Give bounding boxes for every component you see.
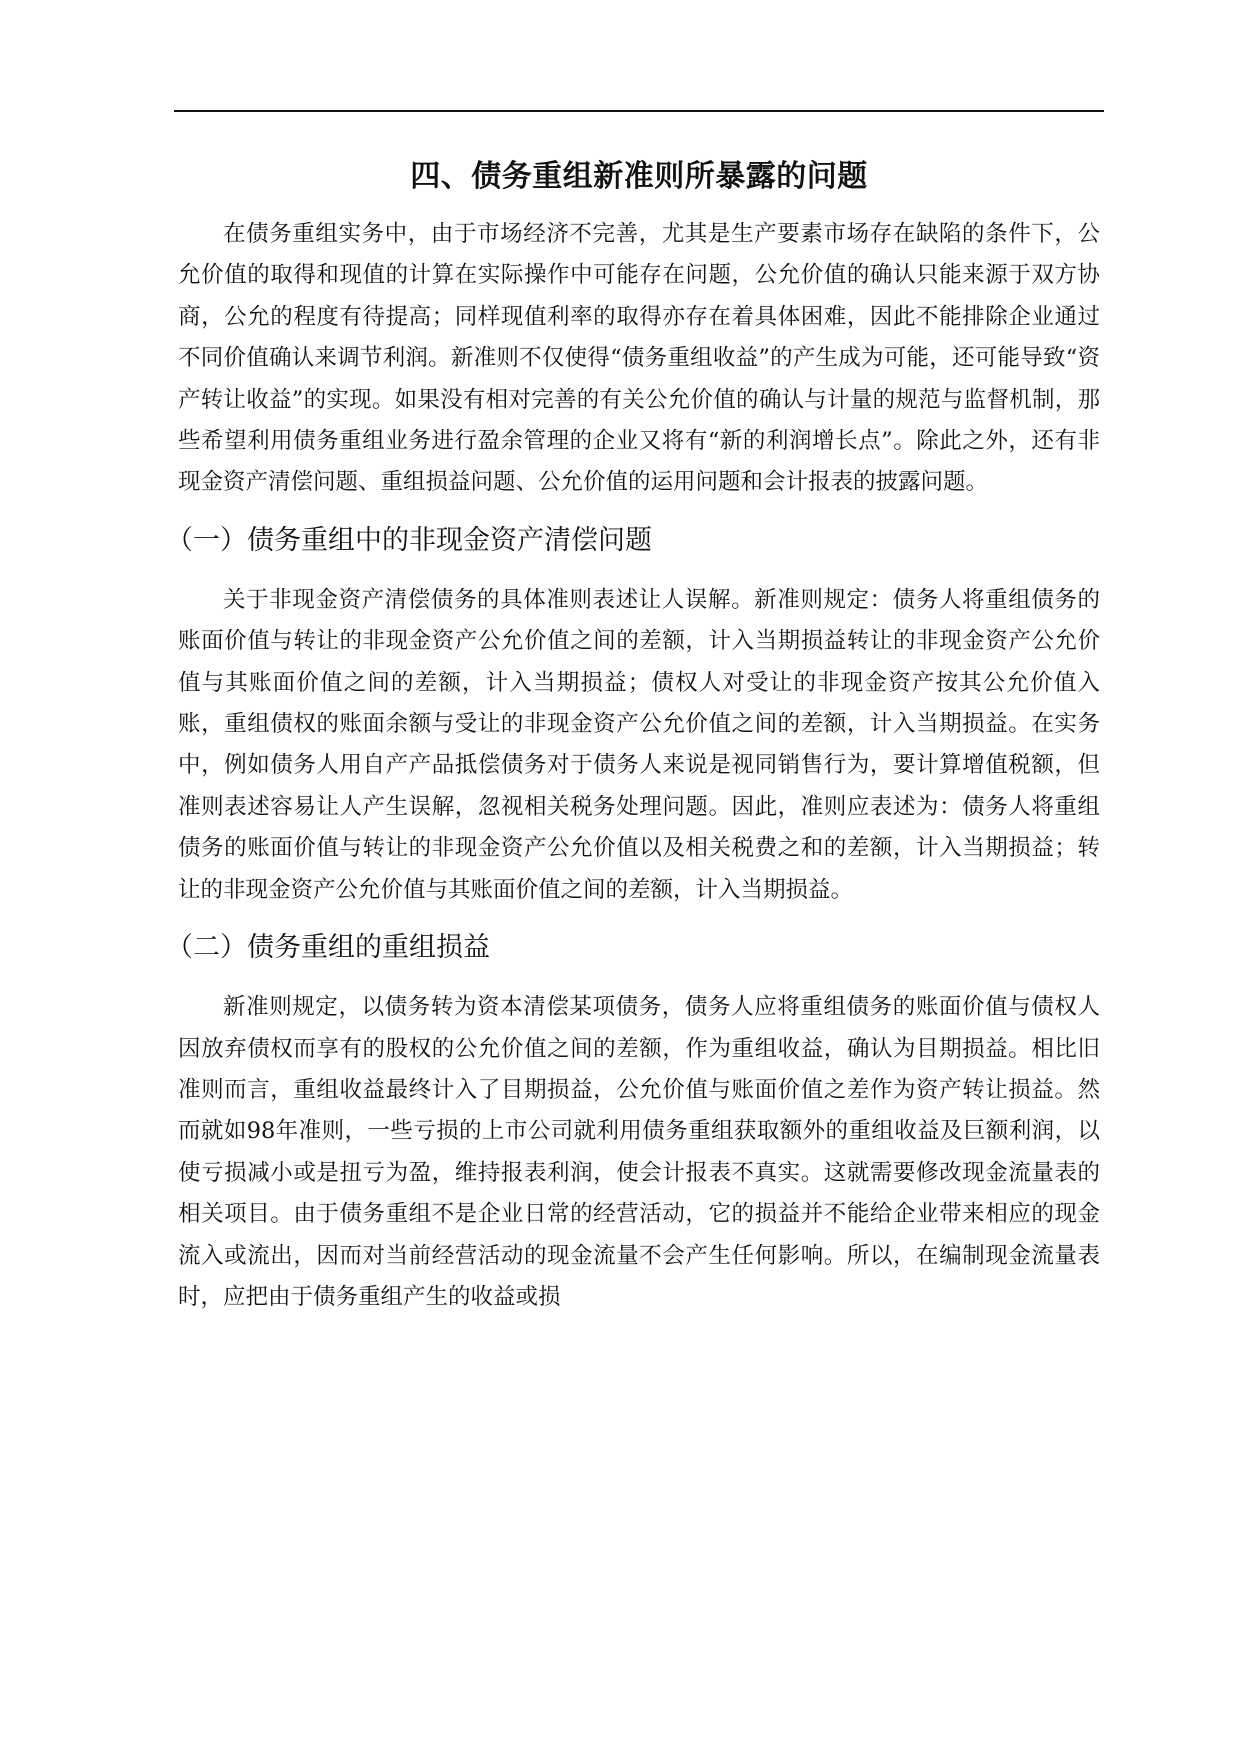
header-rule bbox=[174, 110, 1104, 112]
section-paragraph-restructuring-gains: 新准则规定，以债务转为资本清偿某项债务，债务人应将重组债务的账面价值与债权人因放弃债权而享有的股权的公允价值之间的差额，作为重组收益，确认为目期损益。相比旧准则而言，重组收益最终计入了目期损益，公允价值与账面价值之差作为资产转让损益。然而就如98年准则，一些亏损的上市公司就利用债务重组获取额外的重组收益及巨额利润，以使亏损减小或是扭亏为盈，维持报表利润，使会计报表不真实。这就需要修改现金流量表的相关项目。由于债务重组不是企业日常的经营活动，它的损益并不能给企业带来相应的现金流入或流出，因而对当前经营活动的现金流量不会产生任何影响。所以，在编制现金流量表时，应把由于债务重组产生的收益或损 bbox=[178, 994, 1100, 1310]
intro-paragraph: 在债务重组实务中，由于市场经济不完善，尤其是生产要素市场存在缺陷的条件下，公允价值的取得和现值的计算在实际操作中可能存在问题，公允价值的确认只能来源于双方协商，公允的程度有待提高；同样现值利率的取得亦存在着具体困难，因此不能排除企业通过不同价值确认来调节利润。新准则不仅使得“债务重组收益”的产生成为可能，还可能导致“资产转让收益”的实现。如果没有相对完善的有关公允价值的确认与计量的规范与监督机制，那些希望利用债务重组业务进行盈余管理的企业又将有“新的利润增长点”。除此之外，还有非现金资产清偿问题、重组损益问题、公允价值的运用问题和会计报表的披露问题。 bbox=[178, 221, 1100, 496]
section-heading-restructuring-gains: （二）债务重组的重组损益 bbox=[166, 932, 490, 964]
section-heading-non-cash-assets: （一）债务重组中的非现金资产清偿问题 bbox=[166, 524, 652, 556]
document-body bbox=[166, 150, 1100, 1318]
chapter-title: 四、债务重组新准则所暴露的问题 bbox=[410, 159, 868, 194]
section-paragraph-non-cash-assets: 关于非现金资产清偿债务的具体准则表述让人误解。新准则规定：债务人将重组债务的账面价值与转让的非现金资产公允价值之间的差额，计入当期损益转让的非现金资产公允价值与其账面价值之间的差额，计入当期损益；债权人对受让的非现金资产按其公允价值入账，重组债权的账面余额与受让的非现金资产公允价值之间的差额，计入当期损益。在实务中，例如债务人用自产产品抵偿债务对于债务人来说是视同销售行为，要计算增值税额，但准则表述容易让人产生误解，忽视相关税务处理问题。因此，准则应表述为：债务人将重组债务的账面价值与转让的非现金资产公允价值以及相关税费之和的差额，计入当期损益；转让的非现金资产公允价值与其账面价值之间的差额，计入当期损益。 bbox=[178, 586, 1100, 903]
